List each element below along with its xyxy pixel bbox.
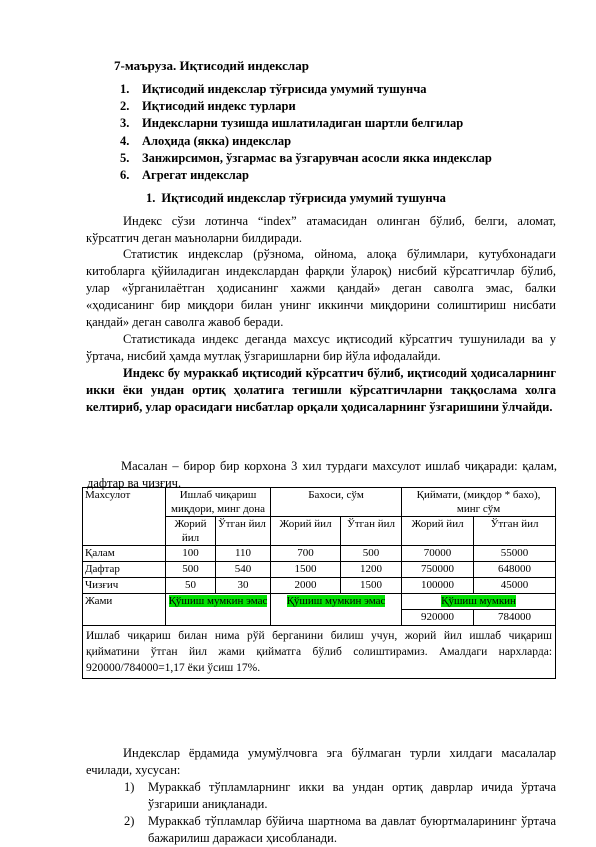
cell-value-total-previous: 784000 (474, 610, 556, 626)
cell-quantity-previous: 30 (216, 578, 271, 594)
subheader-previous-year: Ўтган йил (474, 517, 556, 546)
toc-number: 4. (120, 133, 130, 148)
list-text: Мураккаб тўпламларнинг икки ва ундан ортиқ даврлар ичида ўртача ўзгариши аниқланади. (148, 780, 556, 811)
subheader-previous-year: Ўтган йил (216, 517, 271, 546)
table-header-row (83, 488, 556, 517)
subheader-previous-year: Ўтган йил (341, 517, 402, 546)
cell-price-previous: 500 (341, 546, 402, 562)
price-total-note: Қўшиш мумкин эмас (286, 595, 386, 607)
cell-total-label: Жами (83, 594, 166, 626)
toc-text: Иқтисодий индекслар тўғрисида умумий тушунча (142, 82, 427, 96)
paragraph-index-meaning: Статистикада индекс деганда махсус иқтисодий кўрсатгич тушунилади ва у ўртача, нисбий ҳамда мутлақ ўзгаришларни бир йўла ифодалайди. (86, 332, 556, 363)
cell-quantity-previous: 540 (216, 562, 271, 578)
cell-value-current: 70000 (402, 546, 474, 562)
paragraph-index-uses: Индекслар ёрдамида умумўлчовга эга бўлмаган турли хилдаги масалалар ечилади, хусусан: (86, 746, 556, 777)
section-number: 1. (146, 191, 156, 205)
list-item (124, 779, 556, 813)
uses-list (124, 779, 556, 847)
table-row (83, 546, 556, 562)
cell-price-previous: 1500 (341, 578, 402, 594)
production-table (82, 487, 556, 679)
toc-number: 6. (120, 167, 130, 182)
cell-value-current: 750000 (402, 562, 474, 578)
cell-quantity-current: 500 (166, 562, 216, 578)
toc-item (120, 150, 492, 167)
toc-text: Алоҳида (якка) индекслар (142, 133, 292, 148)
toc-number: 3. (120, 116, 130, 131)
paragraph-index-definition-bold: Индекс бу мураккаб иқтисодий кўрсатгич бўлиб, иқтисодий ҳодисаларнинг икки ёки ундан ортиқ ҳолатига тегишли кўрсатгичларни таққослама холга келтириб, улар орасидаги нисбатлар орқали ҳодисаларнинг ўзгаришини ўлчайди. (86, 366, 556, 414)
toc-item (120, 167, 492, 184)
subheader-current-year: Жорий йил (271, 517, 341, 546)
table-of-contents (120, 81, 492, 184)
cell-price-current: 2000 (271, 578, 341, 594)
cell-value-previous: 45000 (474, 578, 556, 594)
cell-price-current: 700 (271, 546, 341, 562)
toc-item (120, 81, 492, 98)
section-heading (146, 191, 446, 206)
toc-number: 1. (120, 82, 130, 96)
toc-number: 2. (120, 99, 130, 114)
cell-quantity-total (166, 594, 271, 626)
toc-text: Индексларни тузишда ишлатиладиган шартли белгилар (142, 116, 464, 131)
subheader-current-year: Жорий йил (166, 517, 216, 546)
subheader-current-year: Жорий йил (402, 517, 474, 546)
toc-text: Занжирсимон, ўзгармас ва ўзгарувчан асосли якка индекслар (142, 150, 492, 165)
toc-item (120, 115, 492, 132)
table-row (83, 562, 556, 578)
table-row (83, 578, 556, 594)
toc-number: 5. (120, 150, 130, 165)
header-product: Махсулот (83, 488, 166, 546)
cell-product: Дафтар (83, 562, 166, 578)
cell-quantity-previous: 110 (216, 546, 271, 562)
paragraph-statistical-indexes: Статистик индекслар (рўзнома, ойнома, алоқа бўлимлари, кутубхонадаги китобларга қўйиладиган индекслардан фарқли ўлароқ) нисбий кўрсатгичлар бўлиб, улар «ўрганилаётган ҳодисанинг хажми қандай» деган саволга эмас, балки «ҳодисанинг бир миқдори билан унинг иккинчи миқдорини солиштириш нисбати қандай» деган саволга жавоб беради. (86, 247, 556, 329)
cell-price-total (271, 594, 402, 626)
cell-quantity-current: 100 (166, 546, 216, 562)
header-quantity: Ишлаб чиқариш миқдори, минг дона (166, 488, 271, 517)
cell-price-previous: 1200 (341, 562, 402, 578)
header-value: Қиймати, (миқдор * бахо), минг сўм (402, 488, 556, 517)
cell-value-total (402, 594, 556, 610)
table-note: Ишлаб чиқариш билан нима рўй берганини билиш учун, жорий йил ишлаб чиқариш қийматини ўтган йил жами қийматга бўлиб солиштирамиз. Амалдаги нархларда: 920000/784000=1,17 ёки ўсиш 17%. (83, 626, 556, 679)
cell-value-current: 100000 (402, 578, 474, 594)
toc-item (120, 133, 492, 150)
toc-item (120, 98, 492, 115)
cell-product: Қалам (83, 546, 166, 562)
cell-value-total-current: 920000 (402, 610, 474, 626)
cell-quantity-current: 50 (166, 578, 216, 594)
cell-value-previous: 55000 (474, 546, 556, 562)
cell-value-previous: 648000 (474, 562, 556, 578)
cell-price-current: 1500 (271, 562, 341, 578)
list-number: 2) (124, 814, 135, 828)
toc-text: Агрегат индекслар (142, 167, 250, 182)
paragraph-example: Масалан – бирор бир корхона 3 хил турдаги махсулот ишлаб чиқаради: қалам, дафтар ва чизғич. (87, 459, 557, 490)
paragraph-definition: Индекс сўзи лотинча “index” атамасидан олинган бўлиб, белги, аломат, кўрсатгич деган маъноларни билдиради. (86, 214, 556, 245)
header-price: Бахоси, сўм (271, 488, 402, 517)
section-title: Иқтисодий индекслар тўғрисида умумий тушунча (161, 191, 446, 205)
table-total-row (83, 594, 556, 610)
lecture-title: 7-маъруза. Иқтисодий индекслар (114, 58, 309, 73)
toc-text: Иқтисодий индекс турлари (142, 99, 296, 114)
quantity-total-note: Қўшиш мумкин эмас (168, 595, 268, 607)
list-text: Мураккаб тўпламлар бўйича шартнома ва давлат буюртмаларининг ўртача бажарилиш даражаси ҳисобланади. (148, 814, 556, 845)
value-total-note: Қўшиш мумкин (441, 595, 516, 607)
list-number: 1) (124, 780, 135, 794)
cell-product: Чизғич (83, 578, 166, 594)
table-note-row (83, 626, 556, 679)
